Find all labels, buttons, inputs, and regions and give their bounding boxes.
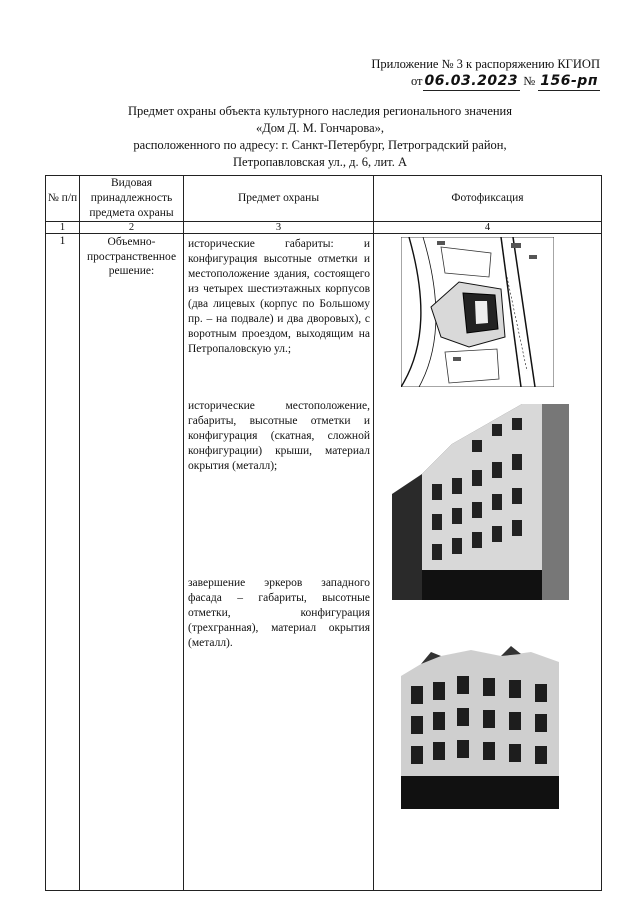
row-kind: Объемно-пространственное решение: [80, 234, 184, 891]
col-header-kind: Видовая принадлежность предмета охраны [80, 176, 184, 222]
col-number-1: 1 [46, 222, 80, 234]
annex-line: Приложение № 3 к распоряжению КГИОП [371, 57, 600, 71]
column-number-row [46, 222, 602, 234]
document-title [90, 103, 550, 171]
col-number-2: 2 [80, 222, 184, 234]
protection-table [45, 175, 602, 891]
order-date: 06.03.2023 [424, 73, 519, 89]
row-number: 1 [46, 234, 80, 891]
subject-item-3: завершение эркеров западного фасада – габариты, высотные отметки, конфигурация (трехгранная), материал окрытия (металл). [188, 577, 370, 649]
row-subject [184, 234, 374, 891]
title-line-3: расположенного по адресу: г. Санкт-Петербург, Петроградский район, [133, 138, 507, 152]
table-header-row [46, 176, 602, 222]
col-header-number: № п/п [46, 176, 80, 222]
order-date-line [300, 73, 600, 91]
subject-item-1: исторические габариты: и конфигурация высотные отметки и местоположение здания, состоящего из четырех шестиэтажных корпусов (два лицевых (корпус по Большому пр. – на подвале) и два дворовых), с воротным проездом, выходящим на Петропаловскую ул.; [188, 238, 370, 355]
title-line-4: Петропавловская ул., д. 6, лит. А [233, 155, 407, 169]
table-row [46, 234, 602, 891]
roof-photo [392, 404, 569, 600]
title-line-1: Предмет охраны объекта культурного наследия регионального значения [127, 104, 512, 118]
from-prefix: от [410, 74, 423, 88]
number-sign: № [523, 74, 536, 88]
subject-item-2: исторические местоположение, габариты, высотные отметки и конфигурация (скатная, сложной конфигурации) крыши, материал окрытия (металл); [188, 400, 370, 472]
col-header-photo: Фотофиксация [374, 176, 602, 222]
map-photo [401, 237, 554, 387]
col-number-3: 3 [184, 222, 374, 234]
bay-window-photo [401, 646, 559, 809]
annex-header [300, 56, 600, 91]
col-header-subject: Предмет охраны [184, 176, 374, 222]
title-line-2: «Дом Д. М. Гончарова», [255, 121, 385, 135]
row-photos [374, 234, 602, 891]
col-number-4: 4 [374, 222, 602, 234]
order-number: 156-рп [540, 73, 598, 89]
